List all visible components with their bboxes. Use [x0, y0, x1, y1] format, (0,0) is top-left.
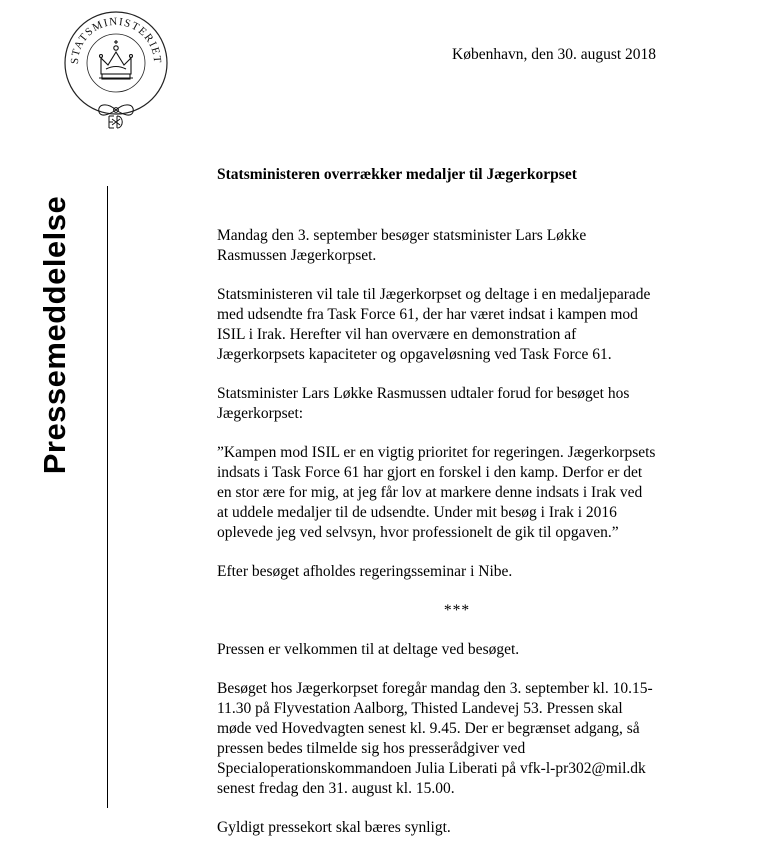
paragraph-program: Statsministeren vil tale til Jægerkorpset og deltage i en medaljeparade med udsendte fra Task Force 61, der har været indsat i kampen mod ISIL i Irak. Herefter vil han overvære en demonstration af Jægerkorpsets kapaciteter og opgaveløsning ved Task Force 61.	[217, 286, 651, 363]
paragraph-press-details: Besøget hos Jægerkorpset foregår mandag den 3. september kl. 10.15- 11.30 på Flyvestation Aalborg, Thisted Landevej 53. Pressen skal møde ved Hovedvagten senest kl. 9.45. Der er begrænset adgang, så pressen bedes tilmelde sig hos presserådgiver ved Specialoperationskommandoen Julia Liberati på vfk-l-pr302@mil.dk senest fredag den 31. august kl. 15.00.	[217, 680, 653, 797]
side-label-pressemeddelelse: Pressemeddelelse	[37, 195, 72, 475]
paragraph-press-welcome: Pressen er velkommen til at deltage ved besøget.	[217, 641, 520, 658]
paragraph-quote-intro: Statsminister Lars Løkke Rasmussen udtaler forud for besøget hos Jægerkorpset:	[217, 385, 630, 422]
monogram-icon	[109, 116, 122, 128]
vertical-divider	[107, 186, 108, 808]
paragraph-press-card: Gyldigt pressekort skal bæres synligt.	[217, 819, 451, 836]
press-release-body	[217, 165, 697, 857]
dateline: København, den 30. august 2018	[452, 46, 657, 63]
statsministeriet-seal	[57, 2, 175, 132]
headline: Statsministeren overrækker medaljer til Jægerkorpset	[217, 166, 577, 183]
section-separator: ***	[443, 602, 471, 619]
seal-ring-text: STATSMINISTERIET	[68, 15, 164, 65]
crown-emblem-icon	[99, 40, 133, 79]
seal-emblem	[57, 2, 175, 132]
paragraph-visit: Mandag den 3. september besøger statsminister Lars Løkke Rasmussen Jægerkorpset.	[217, 227, 587, 264]
paragraph-quote: ”Kampen mod ISIL er en vigtig prioritet for regeringen. Jægerkorpsets indsats i Task Force 61 har gjort en forskel i den kamp. Derfor er det en stor ære for mig, at jeg får lov at markere denne indsats i Irak ved at uddele medaljer til de udsendte. Under mit besøg i Irak i 2016 oplevede jeg ved selvsyn, hvor professionelt de gik til opgaven.”	[217, 444, 656, 541]
paragraph-seminar: Efter besøget afholdes regeringsseminar i Nibe.	[217, 563, 513, 580]
